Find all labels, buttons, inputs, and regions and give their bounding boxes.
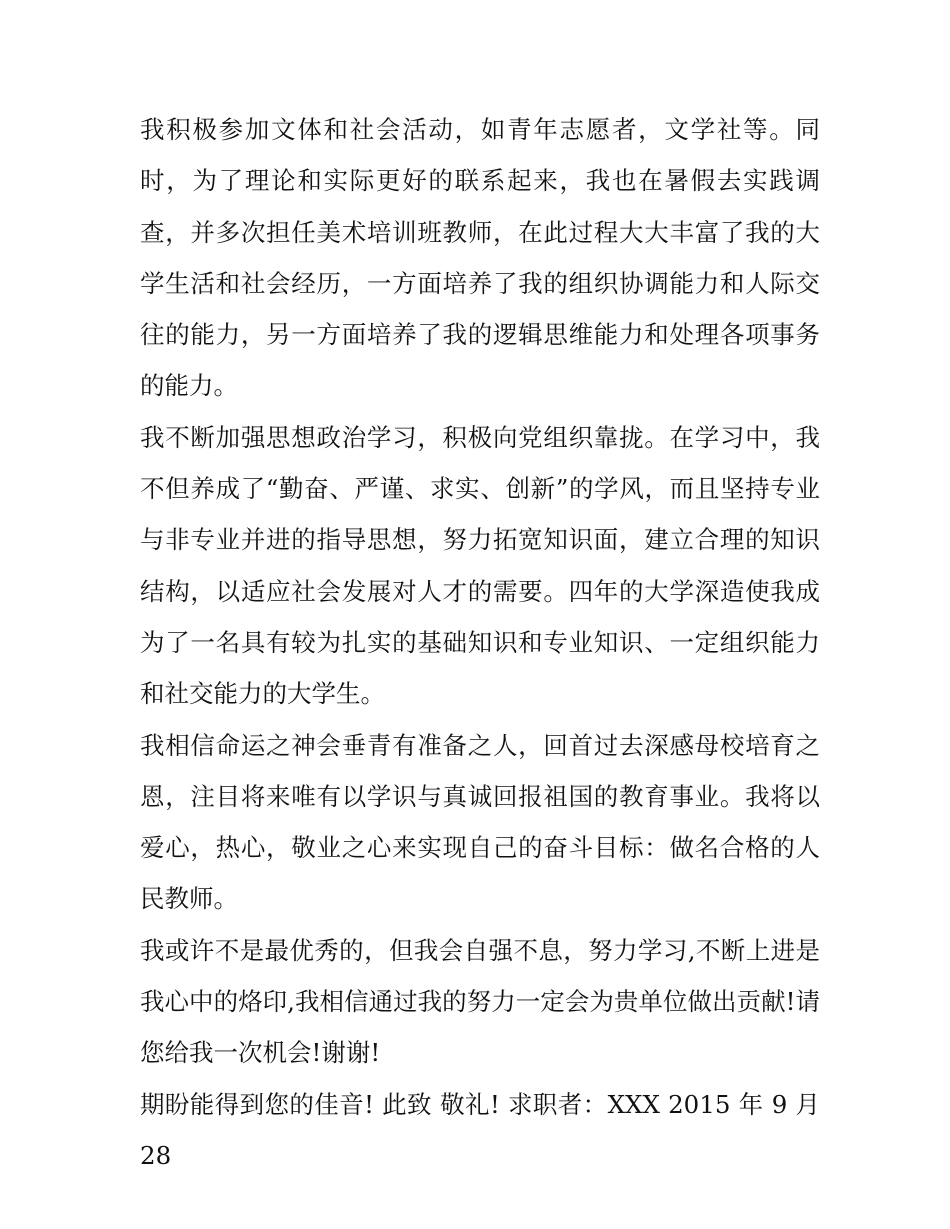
paragraph-request: 我或许不是最优秀的，但我会自强不息，努力学习,不断上进是我心中的烙印,我相信通过我的努力一定会为贵单位做出贡献!请您给我一次机会!谢谢! [140,935,820,1068]
paragraph-activities: 我积极参加文体和社会活动，如青年志愿者，文学社等。同时，为了理论和实际更好的联系起来，我也在暑假去实践调查，并多次担任美术培训班教师，在此过程大大丰富了我的大学生活和社会经历，一方面培养了我的组织协调能力和人际交往的能力，另一方面培养了我的逻辑思维能力和处理各项事务的能力。 [140,115,820,401]
paragraph-belief: 我相信命运之神会垂青有准备之人，回首过去深感母校培育之恩，注目将来唯有以学识与真诚回报祖国的教育事业。我将以爱心，热心，敬业之心来实现自己的奋斗目标：做名合格的人民教师。 [140,730,820,914]
document-body [140,104,820,1181]
paragraph-study: 我不断加强思想政治学习，积极向党组织靠拢。在学习中，我不但养成了“勤奋、严谨、求实、创新”的学风，而且坚持专业与非专业并进的指导思想，努力拓宽知识面，建立合理的知识结构，以适应社会发展对人才的需要。四年的大学深造使我成为了一名具有较为扎实的基础知识和专业知识、一定组织能力和社交能力的大学生。 [140,422,820,709]
paragraph-closing: 期盼能得到您的佳音! 此致 敬礼! 求职者：XXX 2015 年 9 月 28 [140,1089,820,1170]
